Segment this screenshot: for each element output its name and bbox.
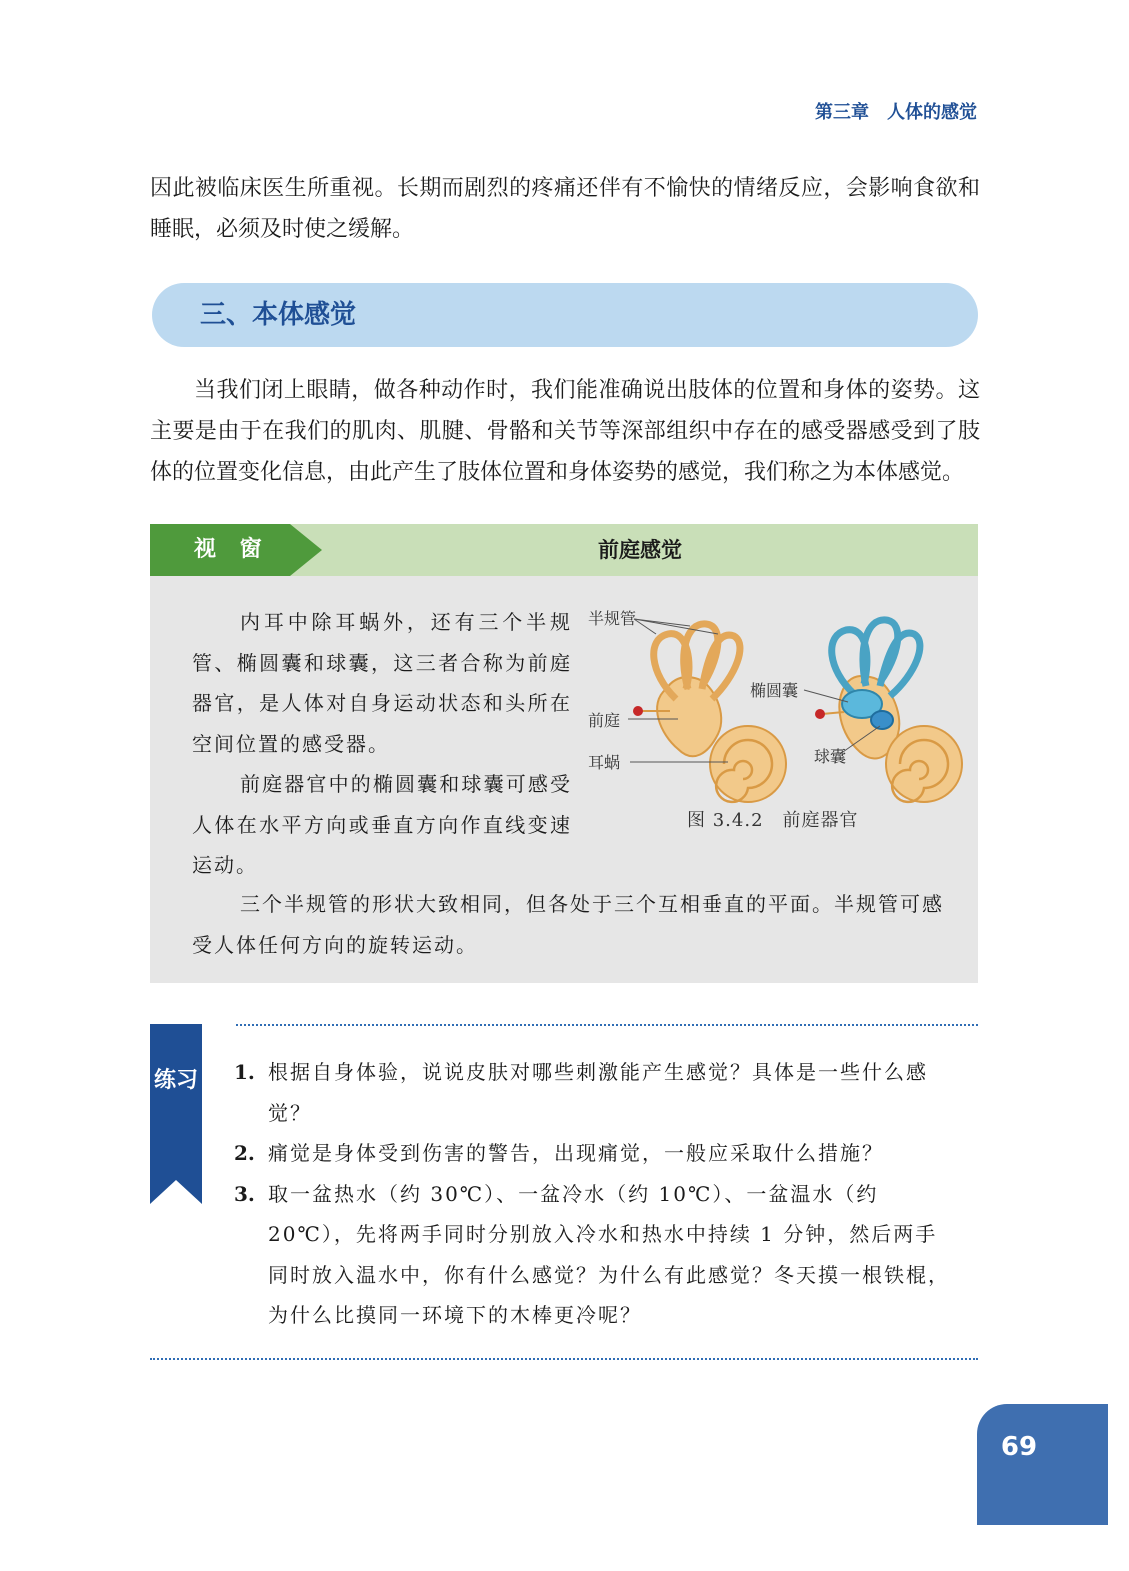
info-window-box <box>150 524 978 983</box>
window-tab-label: 视 窗 <box>194 537 270 562</box>
label-saccule: 球囊 <box>814 747 847 766</box>
section-title: 三、本体感觉 <box>200 300 357 330</box>
vestibular-figure <box>578 604 978 834</box>
vestibule-organ-right-icon <box>815 620 962 802</box>
window-title: 前庭感觉 <box>598 538 682 562</box>
exercise-item <box>234 1133 954 1174</box>
section-heading-bar <box>152 283 978 347</box>
exercise-text: 痛觉是身体受到伤害的警告，出现痛觉，一般应采取什么措施？ <box>268 1141 884 1165</box>
page-number-box <box>977 1404 1108 1525</box>
exercise-number: 1. <box>234 1060 255 1084</box>
window-paragraph-2: 前庭器官中的椭圆囊和球囊可感受人体在水平方向或垂直方向作直线变速运动。 <box>192 772 572 877</box>
chapter-title: 人体的感觉 <box>887 102 977 123</box>
vestibular-organ-illustration <box>578 604 978 804</box>
exercise-list <box>234 1052 954 1336</box>
exercise-item <box>234 1174 954 1336</box>
page-number: 69 <box>1000 1432 1038 1462</box>
vestibule-organ-left-icon <box>633 624 786 802</box>
chapter-number: 第三章 <box>815 102 869 123</box>
exercise-tab-shape <box>150 1024 202 1204</box>
info-window-header <box>150 524 978 576</box>
window-paragraph-1: 内耳中除耳蜗外，还有三个半规管、椭圆囊和球囊，这三者合称为前庭器官，是人体对自身运动状态和头所在空间位置的感受器。 <box>192 610 572 756</box>
section-paragraph: 当我们闭上眼睛，做各种动作时，我们能准确说出肢体的位置和身体的姿势。这主要是由于在我们的肌肉、肌腱、骨骼和关节等深部组织中存在的感受器感受到了肢体的位置变化信息，由此产生了肢体位置和身体姿势的感觉，我们称之为本体感觉。 <box>150 378 980 485</box>
label-semicircular: 半规管 <box>588 609 637 628</box>
label-cochlea: 耳蜗 <box>588 753 621 772</box>
running-header <box>815 98 977 124</box>
window-paragraph-3: 三个半规管的形状大致相同，但各处于三个互相垂直的平面。半规管可感受人体任何方向的旋转运动。 <box>192 892 944 957</box>
exercise-number: 2. <box>234 1141 255 1165</box>
exercise-text: 根据自身体验，说说皮肤对哪些刺激能产生感觉？具体是一些什么感觉？ <box>268 1060 928 1125</box>
exercise-tab-label: 练习 <box>153 1068 198 1093</box>
label-utricle: 椭圆囊 <box>750 681 799 700</box>
exercise-top-divider <box>236 1024 978 1026</box>
exercise-bottom-divider <box>150 1358 978 1360</box>
figure-caption: 图 3.4.2 前庭器官 <box>687 810 859 831</box>
exercise-text: 取一盆热水（约 30℃）、一盆冷水（约 10℃）、一盆温水（约 20℃），先将两手同时分别放入冷水和热水中持续 1 分钟，然后两手同时放入温水中，你有什么感觉？为什么有此感觉？冬天摸一根铁棍，为什么比摸同一环境下的木棒更冷呢？ <box>268 1181 950 1327</box>
exercise-number: 3. <box>234 1181 255 1206</box>
exercise-item <box>234 1052 954 1133</box>
intro-paragraph: 因此被临床医生所重视。长期而剧烈的疼痛还伴有不愉快的情绪反应，会影响食欲和睡眠，必须及时使之缓解。 <box>150 176 980 242</box>
label-vestibule: 前庭 <box>588 711 621 730</box>
